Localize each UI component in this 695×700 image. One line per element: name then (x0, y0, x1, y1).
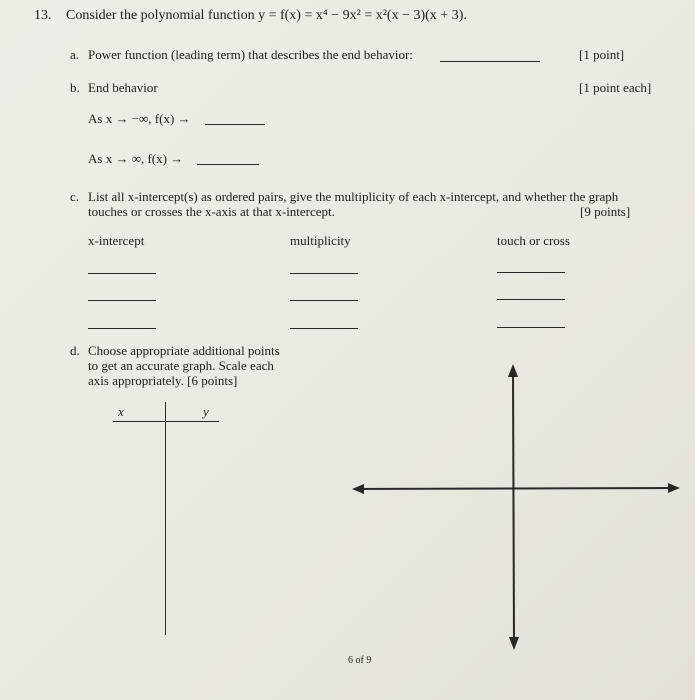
part-c-text-line2: touches or crosses the x-axis at that x-intercept. (88, 204, 335, 219)
end-behavior-pos-inf: As x → ∞, f(x) → (88, 151, 184, 166)
table-y-header: y (203, 404, 209, 419)
y-axis-up-arrow-icon (508, 364, 518, 377)
x-axis-right-arrow-icon (668, 483, 680, 493)
part-d-text-line2: to get an accurate graph. Scale each (88, 358, 274, 373)
question-number: 13. (34, 8, 52, 23)
part-b-points: [1 point each] (579, 80, 652, 95)
part-d-letter: d. (70, 343, 80, 358)
part-d-text-line3: axis appropriately. [6 points] (88, 373, 238, 388)
end-behavior-neg-inf: As x → −∞, f(x) → (88, 111, 191, 126)
col-header-multiplicity: multiplicity (290, 233, 351, 248)
y-axis-down-arrow-icon (509, 637, 519, 650)
part-d-text-line1: Choose appropriate additional points (88, 343, 280, 358)
part-c-text-line1: List all x-intercept(s) as ordered pairs, give the multiplicity of each x-intercept, and whether the graph (88, 189, 619, 204)
question-stem: Consider the polynomial function y = f(x) = x⁴ − 9x² = x²(x − 3)(x + 3). (66, 8, 467, 23)
part-a-points: [1 point] (579, 47, 625, 62)
x-axis-left-arrow-icon (352, 484, 364, 494)
part-c-points: [9 points] (580, 204, 631, 219)
part-b-letter: b. (70, 80, 80, 95)
part-b-text: End behavior (88, 80, 158, 95)
table-x-header: x (118, 404, 124, 419)
part-a-text: Power function (leading term) that describes the end behavior: (88, 47, 413, 62)
y-axis-line (513, 370, 514, 643)
page-number: 6 of 9 (348, 655, 372, 666)
part-c-letter: c. (70, 189, 80, 204)
x-axis-line (356, 488, 676, 489)
col-header-x-intercept: x-intercept (88, 233, 145, 248)
col-header-touch-or-cross: touch or cross (497, 233, 570, 248)
part-a-letter: a. (70, 47, 80, 62)
